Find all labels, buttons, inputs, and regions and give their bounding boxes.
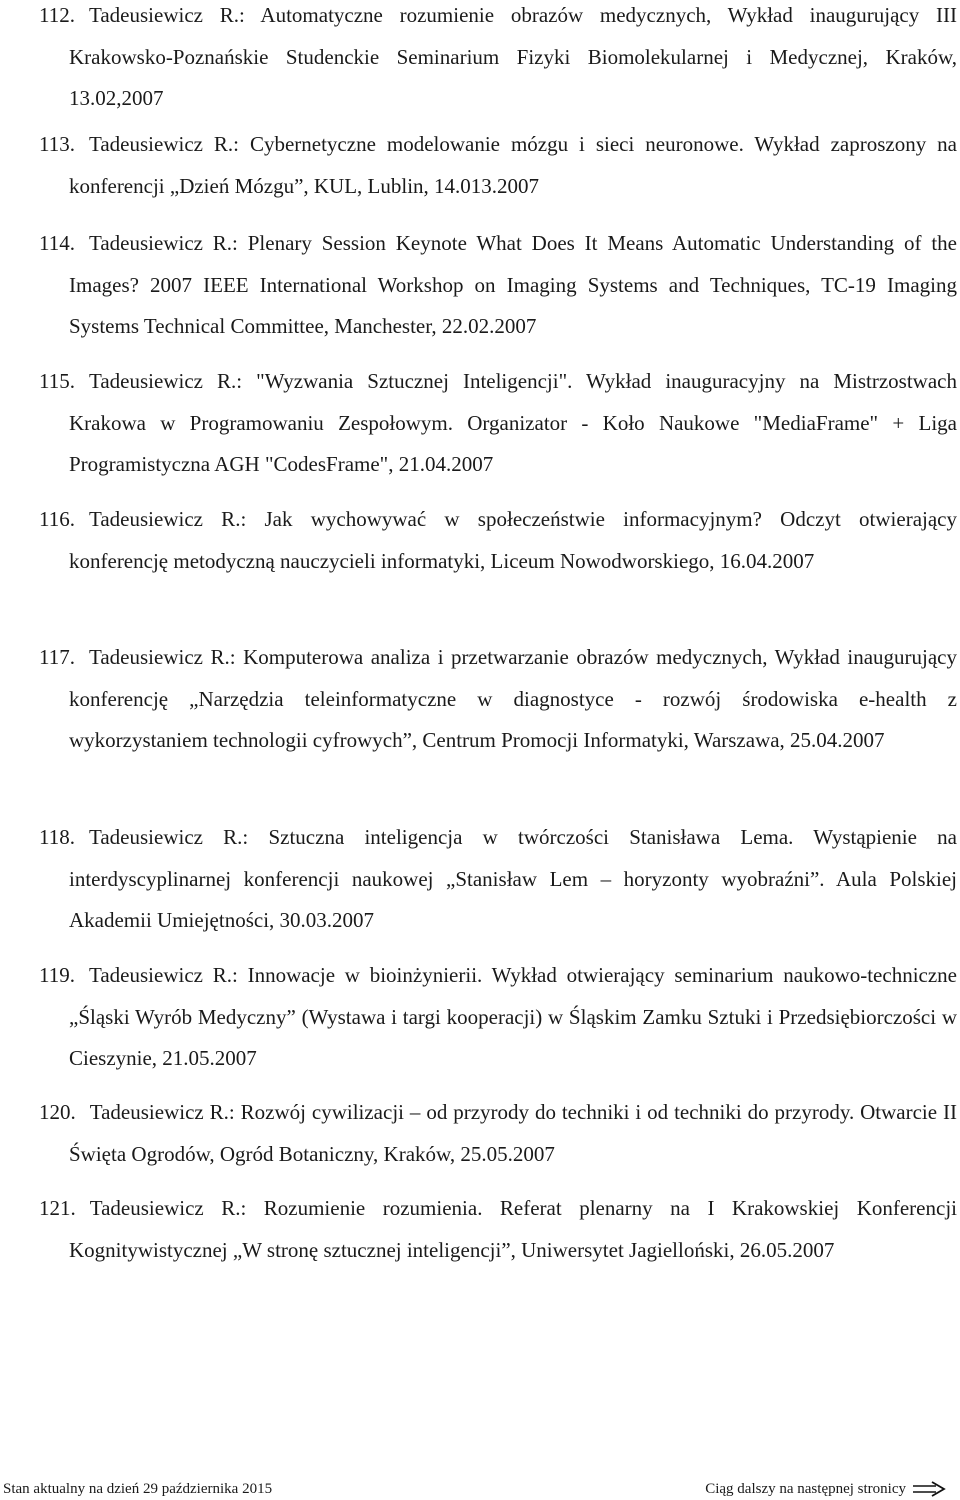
page-footer xyxy=(0,1478,960,1500)
entry-119 xyxy=(39,955,957,1080)
entry-text: Tadeusiewicz R.: Plenary Session Keynote What Does It Means Automatic Understanding of the Images? 2007 IEEE International Workshop on Imaging Systems and Techniques, TC-19 Imaging Systems Technical Committee, Manchester, 22.02.2007 xyxy=(69,231,957,338)
entry-number: 116. xyxy=(39,507,75,531)
entry-number: 120. xyxy=(39,1100,76,1124)
entry-text: Tadeusiewicz R.: Automatyczne rozumienie obrazów medycznych, Wykład inaugurujący III Krakowsko-Poznańskie Studenckie Seminarium Fizyki Biomolekularnej i Medycznej, Kraków, 13.02,2007 xyxy=(69,3,957,110)
entry-text: Tadeusiewicz R.: Cybernetyczne modelowanie mózgu i sieci neuronowe. Wykład zaproszony na konferencji „Dzień Mózgu”, KUL, Lublin, 14.013.2007 xyxy=(69,132,957,198)
entry-number: 114. xyxy=(39,231,75,255)
entry-text: Tadeusiewicz R.: Komputerowa analiza i przetwarzanie obrazów medycznych, Wykład inaugurujący konferencję „Narzędzia teleinformatyczne w diagnostyce - rozwój środowiska e-health z wykorzystaniem technologii cyfrowych”, Centrum Promocji Informatyki, Warszawa, 25.04.2007 xyxy=(69,645,957,752)
entry-number: 115. xyxy=(39,369,75,393)
entry-number: 113. xyxy=(39,132,75,156)
entry-text: Tadeusiewicz R.: Rozumienie rozumienia. Referat plenarny na I Krakowskiej Konferencji Kognitywistycznej „W stronę sztucznej inteligencji”, Uniwersytet Jagielloński, 26.05.2007 xyxy=(69,1196,957,1262)
entry-117 xyxy=(39,637,957,762)
entry-121 xyxy=(39,1188,957,1271)
entry-text: Tadeusiewicz R.: Sztuczna inteligencja w twórczości Stanisława Lema. Wystąpienie na interdyscyplinarnej konferencji naukowej „Stanisław Lem – horyzonty wyobraźni”. Aula Polskiej Akademii Umiejętności, 30.03.2007 xyxy=(69,825,957,932)
entry-114 xyxy=(39,223,957,348)
entry-text: Tadeusiewicz R.: Innowacje w bioinżynierii. Wykład otwierający seminarium naukowo-techniczne „Śląski Wyrób Medyczny” (Wystawa i targi kooperacji) w Śląskim Zamku Sztuki i Przedsiębiorczości w Cieszynie, 21.05.2007 xyxy=(69,963,957,1070)
entry-112 xyxy=(39,0,957,120)
entry-text: Tadeusiewicz R.: Rozwój cywilizacji – od przyrody do techniki i od techniki do przyrody. Otwarcie II Święta Ogrodów, Ogród Botaniczny, Kraków, 25.05.2007 xyxy=(69,1100,957,1166)
footer-status-date: Stan aktualny na dzień 29 października 2015 xyxy=(3,1481,273,1497)
entry-115 xyxy=(39,361,957,486)
entry-text: Tadeusiewicz R.: Jak wychowywać w społeczeństwie informacyjnym? Odczyt otwierający konferencję metodyczną nauczycieli informatyki, Liceum Nowodworskiego, 16.04.2007 xyxy=(69,507,957,573)
entry-113 xyxy=(39,124,957,207)
entry-number: 117. xyxy=(39,645,75,669)
footer-continued-label: Ciąg dalszy na następnej stronicy xyxy=(705,1481,906,1497)
entry-118 xyxy=(39,817,957,942)
entry-120 xyxy=(39,1092,957,1175)
entry-number: 118. xyxy=(39,825,75,849)
entry-number: 121. xyxy=(39,1196,76,1220)
double-arrow-right-icon xyxy=(912,1481,946,1497)
entry-116 xyxy=(39,499,957,582)
entry-number: 112. xyxy=(39,3,75,27)
entry-number: 119. xyxy=(39,963,75,987)
footer-continued xyxy=(705,1478,946,1500)
entry-text: Tadeusiewicz R.: "Wyzwania Sztucznej Inteligencji". Wykład inauguracyjny na Mistrzostwach Krakowa w Programowaniu Zespołowym. Organizator - Koło Naukowe "MediaFrame" + Liga Programistyczna AGH "CodesFrame", 21.04.2007 xyxy=(69,369,957,476)
